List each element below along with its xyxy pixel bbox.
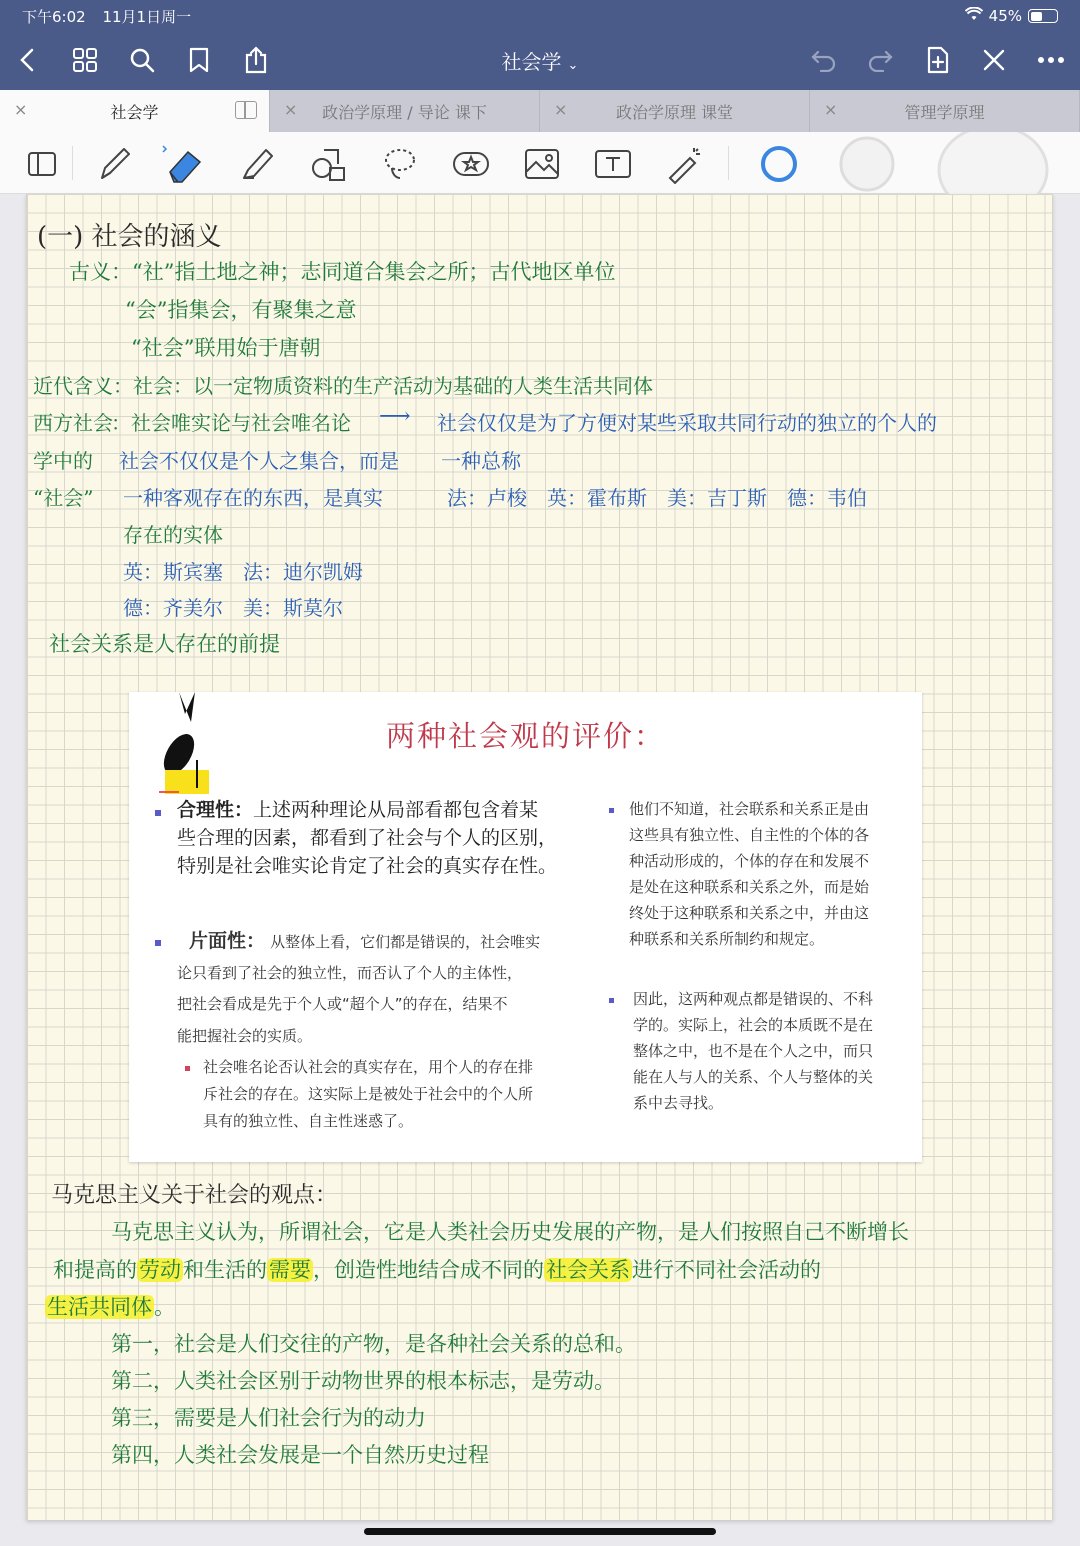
marx-line: 第三，需要是人们社会行为的动力 xyxy=(111,1406,426,1430)
note-line: 社会关系是人存在的前提 xyxy=(49,632,280,656)
slide-text: 终处于这种联系和关系之中，并由这 xyxy=(629,904,870,922)
image-icon[interactable] xyxy=(520,142,564,186)
note-line: 一种客观存在的东西，是真实 xyxy=(123,486,383,510)
document-title-text: 社会学 xyxy=(501,50,562,74)
slide-text: 种活动形成的，个体的存在和发展不 xyxy=(629,852,870,870)
text-tool-icon[interactable] xyxy=(591,142,635,186)
color-swatch-blue[interactable] xyxy=(757,142,801,186)
more-icon[interactable] xyxy=(1033,42,1069,78)
close-icon[interactable]: × xyxy=(554,100,568,119)
marx-line: 马克思主义认为，所谓社会，它是人类社会历史发展的产物，是人们按照自己不断增长 xyxy=(111,1220,909,1244)
note-line: 西方社会 xyxy=(33,411,113,435)
note-line: 德：齐美尔 美：斯莫尔 xyxy=(123,596,343,620)
sticker-icon[interactable] xyxy=(449,142,493,186)
reading-mode-icon[interactable] xyxy=(20,142,64,186)
note-line: “社会”联用始于唐朝 xyxy=(131,336,321,360)
slide-text: 些合理的因素，都看到了社会与个人的区别， xyxy=(177,827,558,849)
status-bar xyxy=(22,6,1058,26)
note-line: 近代含义：社会：以一定物质资料的生产活动为基础的人类生活共同体 xyxy=(33,374,653,398)
slide-text: 论只看到了社会的独立性，而否认了个人的主体性， xyxy=(177,964,523,982)
toolbar-divider xyxy=(728,146,729,180)
slide-text: 是处在这种联系和关系之外，而是始 xyxy=(629,878,870,896)
slide-text: 从整体上看，它们都是错误的，社会唯实 xyxy=(270,933,541,951)
note-page[interactable] xyxy=(26,194,1053,1520)
undo-icon[interactable] xyxy=(806,42,842,78)
note-line: ：社会唯实论与社会唯名论 xyxy=(111,411,351,435)
slide-text: 社会唯名论否认社会的真实存在，用个人的存在排 xyxy=(203,1058,534,1076)
slide-text: 能把握社会的实质。 xyxy=(177,1027,313,1045)
marx-line: 第四，人类社会发展是一个自然历史过程 xyxy=(111,1443,489,1467)
slide-title: 两种社会观的评价： xyxy=(385,719,665,753)
note-line: 社会不仅仅是个人之集合，而是 xyxy=(119,449,399,473)
lasso-icon[interactable] xyxy=(378,142,422,186)
highlighted-text: 生活共同体 xyxy=(47,1295,152,1319)
slide-text: 因此，这两种观点都是错误的、不科 xyxy=(633,990,874,1008)
tab-bar xyxy=(0,90,1080,132)
slide-text: 学的。实际上，社会的本质既不是在 xyxy=(633,1016,874,1034)
top-bar xyxy=(0,0,1080,90)
status-time: 下午6:02 xyxy=(22,7,86,26)
marx-line xyxy=(45,1291,175,1321)
tab-zhengzhixue-class[interactable] xyxy=(540,90,810,132)
note-line: 学中的 xyxy=(33,449,93,473)
size-swatch-large[interactable] xyxy=(936,132,1050,194)
marx-text: 。 xyxy=(154,1295,175,1319)
document-title[interactable] xyxy=(0,46,1080,75)
home-indicator[interactable] xyxy=(364,1528,716,1535)
marx-line: 第一，社会是人们交往的产物，是各种社会关系的总和。 xyxy=(111,1332,636,1356)
note-line: 存在的实体 xyxy=(123,523,223,547)
bullet-icon xyxy=(185,1066,190,1071)
note-line: 英：斯宾塞 法：迪尔凯姆 xyxy=(123,560,363,584)
note-line: “社会” xyxy=(33,486,94,510)
marx-text: ，创造性地结合成不同的 xyxy=(313,1258,544,1282)
bullet-icon xyxy=(155,810,161,816)
tab-guanlixue[interactable] xyxy=(810,90,1080,132)
shapes-icon[interactable] xyxy=(306,142,350,186)
redo-icon[interactable] xyxy=(862,42,898,78)
close-icon[interactable]: × xyxy=(284,100,298,119)
slide-text: 上述两种理论从局部看都包含着某 xyxy=(253,799,539,821)
marx-heading: 马克思主义关于社会的观点： xyxy=(51,1183,338,1208)
eraser-icon[interactable] xyxy=(162,142,206,186)
highlighted-text: 社会关系 xyxy=(546,1258,630,1282)
pen-close-icon[interactable] xyxy=(976,42,1012,78)
slide-text: 特别是社会唯实论肯定了社会的真实存在性。 xyxy=(177,855,558,877)
slide-text: 能在人与人的关系、个人与整体的关 xyxy=(633,1068,874,1086)
note-line: 一种总称 xyxy=(441,449,521,473)
tab-shehuixue[interactable] xyxy=(0,90,270,132)
slide-text: 把社会看成是先于个人或“超个人”的存在，结果不 xyxy=(177,995,508,1013)
slide-text: 种联系和关系所制约和规定。 xyxy=(629,930,825,948)
add-page-icon[interactable] xyxy=(920,42,956,78)
slide-text: 整体之中，也不是在个人之中，而只 xyxy=(633,1042,874,1060)
marx-line: 第二，人类社会区别于动物世界的根本标志，是劳动。 xyxy=(111,1369,615,1393)
slide-text: 斥社会的存在。这实际上是被处于社会中的个人所 xyxy=(203,1085,534,1103)
marx-line xyxy=(53,1254,821,1284)
highlighted-text: 需要 xyxy=(269,1258,311,1282)
slide-text: 系中去寻找。 xyxy=(633,1094,724,1112)
tool-bar xyxy=(0,132,1080,194)
pen-icon[interactable] xyxy=(92,142,136,186)
slide-text: 他们不知道，社会联系和关系正是由 xyxy=(629,800,870,818)
highlighted-text: 劳动 xyxy=(139,1258,181,1282)
arrow: ⟶ xyxy=(379,404,411,429)
section-heading: (一) 社会的涵义 xyxy=(37,222,222,252)
slide-label: 合理性： xyxy=(177,799,254,821)
battery-level xyxy=(1031,12,1042,21)
note-line: 社会仅仅是为了方便对某些采取共同行动的独立的个人的 xyxy=(437,411,937,435)
inserted-slide-image[interactable] xyxy=(129,692,922,1162)
bullet-icon xyxy=(155,940,161,946)
laser-pointer-icon[interactable] xyxy=(662,142,706,186)
note-line: 古义：“社”指土地之神；志同道合集会之所；古代地区单位 xyxy=(69,260,616,284)
marx-text: 和提高的 xyxy=(53,1258,137,1282)
bullet-icon xyxy=(609,998,614,1003)
battery-percent: 45% xyxy=(988,7,1022,25)
tab-label: 社会学 xyxy=(110,102,159,122)
note-line: “会”指集会，有聚集之意 xyxy=(125,298,357,322)
tab-label: 政治学原理 / 导论 课下 xyxy=(322,102,487,122)
size-swatch-medium[interactable] xyxy=(838,135,896,193)
status-date: 11月1日周一 xyxy=(102,7,192,26)
close-icon[interactable]: × xyxy=(824,100,838,119)
marx-text: 进行不同社会活动的 xyxy=(632,1258,821,1282)
highlighter-icon[interactable] xyxy=(236,142,280,186)
split-view-icon[interactable] xyxy=(235,101,257,119)
slide-label: 片面性： xyxy=(189,930,266,952)
slide-text: 具有的独立性、自主性迷惑了。 xyxy=(203,1112,414,1130)
tab-label: 政治学原理 课堂 xyxy=(615,102,734,122)
marx-text: 和生活的 xyxy=(183,1258,267,1282)
battery-icon xyxy=(1028,9,1058,23)
toolbar-divider xyxy=(72,146,73,180)
close-icon[interactable]: × xyxy=(14,100,28,119)
bullet-icon xyxy=(609,808,614,813)
tab-label: 管理学原理 xyxy=(904,102,985,122)
note-line: 法：卢梭 英：霍布斯 美：吉丁斯 德：韦伯 xyxy=(447,486,867,510)
slide-text: 这些具有独立性、自主性的个体的各 xyxy=(629,826,870,844)
chevron-down-icon: ⌄ xyxy=(567,58,579,73)
wifi-icon xyxy=(965,7,983,25)
tab-zhengzhixue-intro[interactable] xyxy=(270,90,540,132)
nav-bar xyxy=(0,38,1080,82)
